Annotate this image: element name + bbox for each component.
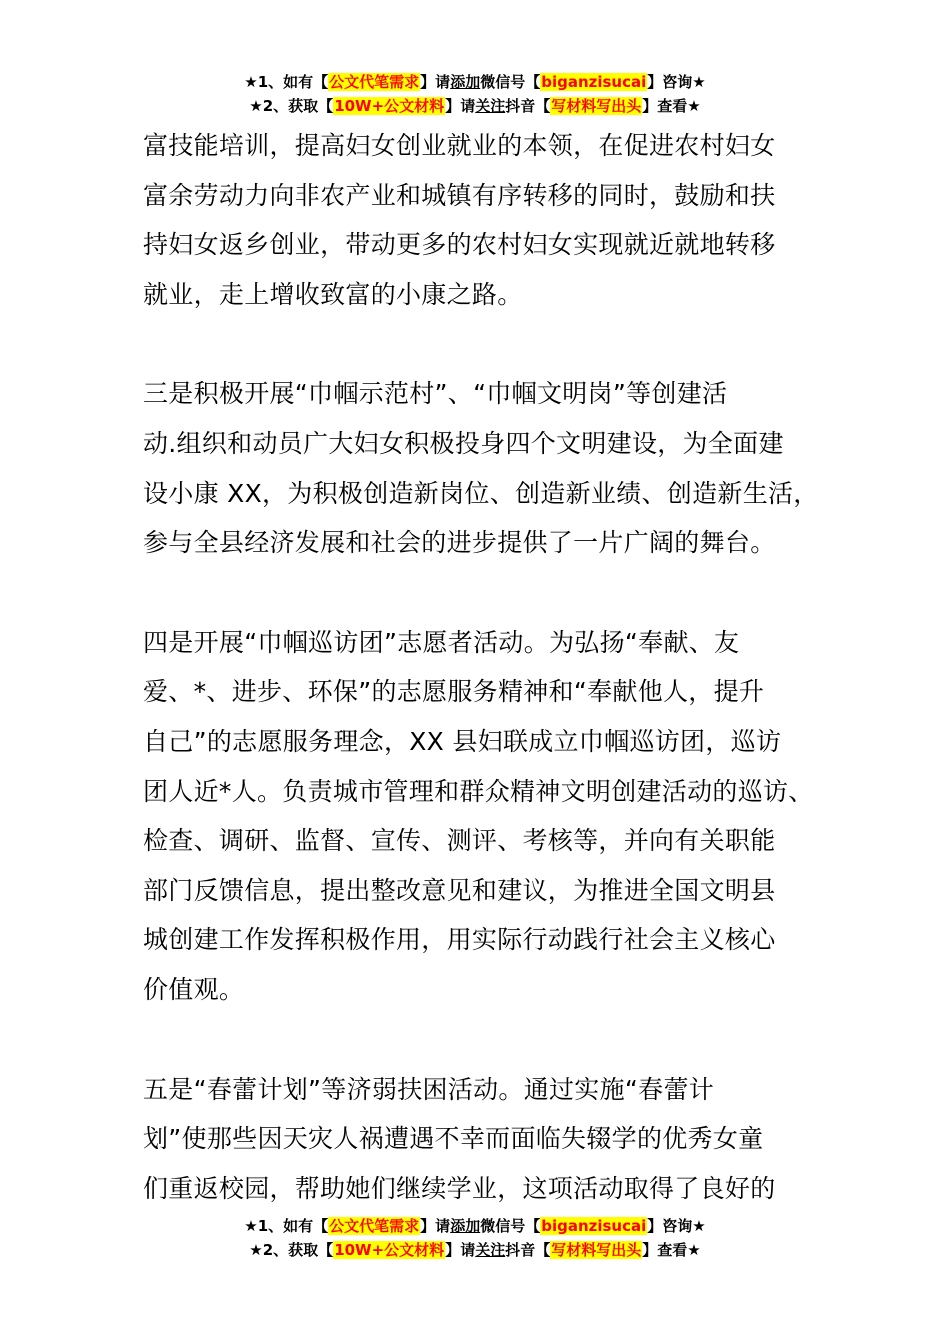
footer-banner (0, 1214, 950, 1262)
banner-text: 】咨询★ (647, 73, 706, 91)
text-line: 团人近*人。负责城市管理和群众精神文明创建活动的巡访、 (143, 776, 814, 806)
banner-line-1 (0, 1214, 950, 1238)
banner-highlight: 写材料写出头 (551, 97, 642, 115)
paragraph (143, 121, 833, 319)
banner-text: ★1、如有【 (244, 73, 329, 91)
banner-text: 】请 (445, 97, 476, 115)
banner-highlight: 公文代笔需求 (329, 1217, 420, 1235)
text-line: 三是积极开展“巾帼示范村”、“巾帼文明岗”等创建活 (143, 379, 728, 409)
banner-text: 】请 (420, 73, 451, 91)
banner-highlight: biganzisucai (541, 1217, 647, 1235)
banner-text: 】咨询★ (647, 1217, 706, 1235)
text-line: 持妇女返乡创业，带动更多的农村妇女实现就近就地转移 (143, 230, 776, 260)
banner-highlight: 10W+公文材料 (334, 97, 445, 115)
text-line: 划”使那些因天灾人祸遭遇不幸而面临失辍学的优秀女童 (143, 1124, 764, 1154)
text-line: 设小康 XX，为积极创造新岗位、创造新业绩、创造新生活， (143, 478, 819, 508)
banner-emphasis: 添加 (450, 1217, 481, 1235)
text-line: 富余劳动力向非农产业和城镇有序转移的同时，鼓励和扶 (143, 180, 776, 210)
banner-line-1 (0, 70, 950, 94)
banner-highlight: 写材料写出头 (551, 1241, 642, 1259)
text-line: 四是开展“巾帼巡访团”志愿者活动。为弘扬“奉献、友 (143, 627, 740, 657)
paragraph (143, 369, 833, 567)
document-body (143, 121, 833, 1213)
text-line: 就业，走上增收致富的小康之路。 (143, 279, 523, 309)
paragraph-spacer (143, 1015, 833, 1065)
banner-line-2 (0, 94, 950, 118)
text-line: 检查、调研、监督、宣传、测评、考核等，并向有关职能 (143, 826, 776, 856)
banner-text: 】查看★ (642, 1241, 701, 1259)
banner-highlight: 公文代笔需求 (329, 73, 420, 91)
text-line: 自己”的志愿服务理念，XX 县妇联成立巾帼巡访团，巡访 (143, 726, 782, 756)
banner-text: 】查看★ (642, 97, 701, 115)
banner-text: ★2、获取【 (249, 97, 334, 115)
banner-text: ★1、如有【 (244, 1217, 329, 1235)
banner-text: 微信号【 (480, 73, 541, 91)
paragraph (143, 1065, 833, 1214)
text-line: 城创建工作发挥积极作用，用实际行动践行社会主义核心 (143, 925, 776, 955)
text-line: 价值观。 (143, 974, 245, 1004)
paragraph-spacer (143, 319, 833, 369)
text-line: 动.组织和动员广大妇女积极投身四个文明建设，为全面建 (143, 428, 784, 458)
banner-text: ★2、获取【 (249, 1241, 334, 1259)
banner-line-2 (0, 1238, 950, 1262)
banner-emphasis: 添加 (450, 73, 481, 91)
text-line: 五是“春蕾计划”等济弱扶困活动。通过实施“春蕾计 (143, 1074, 715, 1104)
banner-highlight: 10W+公文材料 (334, 1241, 445, 1259)
paragraph (143, 618, 833, 1015)
banner-emphasis: 关注 (475, 1241, 506, 1259)
banner-highlight: biganzisucai (541, 73, 647, 91)
paragraph-spacer (143, 568, 833, 618)
text-line: 部门反馈信息，提出整改意见和建议，为推进全国文明县 (143, 875, 776, 905)
banner-text: 抖音【 (505, 1241, 551, 1259)
text-line: 富技能培训，提高妇女创业就业的本领，在促进农村妇女 (143, 131, 776, 160)
banner-text: 微信号【 (480, 1217, 541, 1235)
banner-emphasis: 关注 (475, 97, 506, 115)
text-line: 爱、*、进步、环保”的志愿服务精神和“奉献他人，提升 (143, 677, 765, 707)
text-line: 们重返校园，帮助她们继续学业，这项活动取得了良好的 (143, 1173, 776, 1203)
banner-text: 】请 (445, 1241, 476, 1259)
text-line: 参与全县经济发展和社会的进步提供了一片广阔的舞台。 (143, 528, 776, 558)
banner-text: 抖音【 (505, 97, 551, 115)
banner-text: 】请 (420, 1217, 451, 1235)
header-banner (0, 70, 950, 118)
